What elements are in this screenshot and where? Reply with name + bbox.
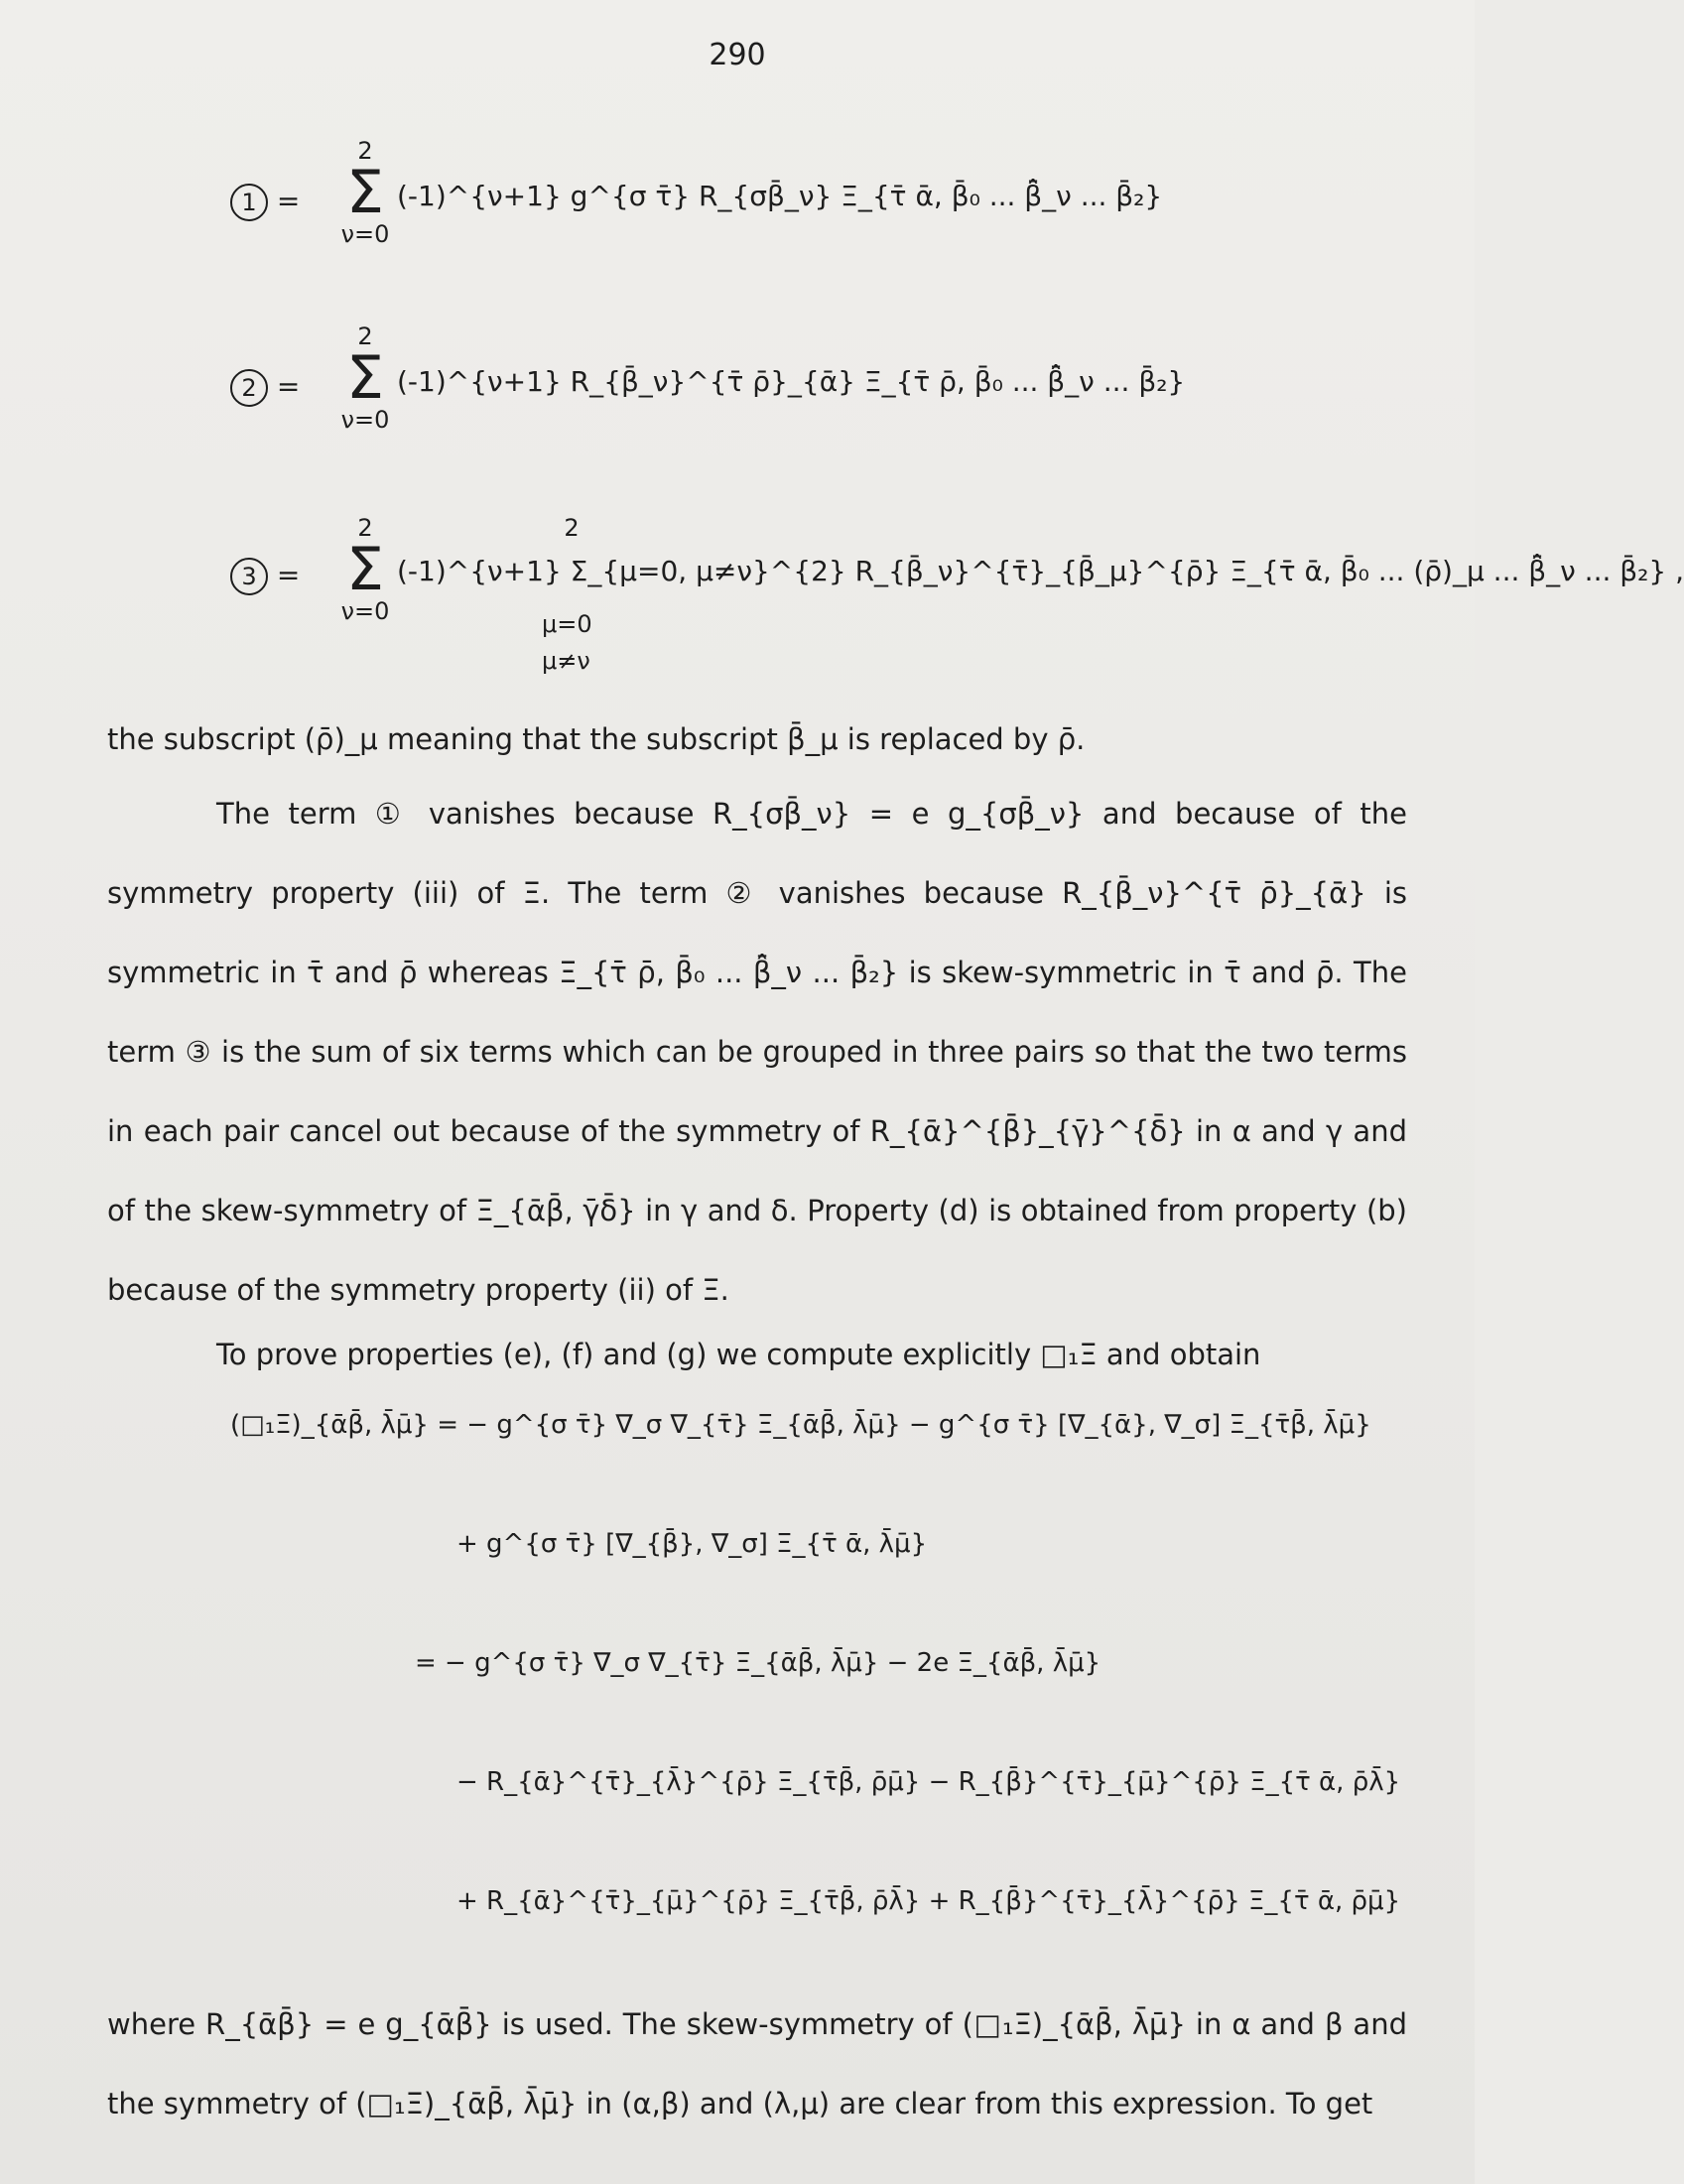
- paragraph-2: The term ① vanishes because R_{σβ̄_ν} = e g_{σβ̄_ν} and because of the symmetry property (iii) of Ξ. The term ② vanishes because R_{β̄_ν}^{τ̄ ρ̄}_{ᾱ} is symmetric in τ̄ and ρ̄ whereas Ξ_{τ̄ ρ̄, β̄₀ ... β̂̄_ν ... β̄₂} is skew-symmetric in τ̄ and ρ̄. The term ③ is the sum of six terms which can be grouped in three pairs so that the two terms in each pair cancel out because of the symmetry of R_{ᾱ}^{β̄}_{γ̄}^{δ̄} in α and γ and of the skew-symmetry of Ξ_{ᾱβ̄, γ̄δ̄} in γ and δ. Property (d) is obtained from property (b) because of the symmetry property (ii) of Ξ.: [107, 797, 1407, 1307]
- equation-2-label: 2 =: [230, 369, 300, 407]
- equation-3-label: 3 =: [230, 558, 300, 595]
- equation-3-body: (-1)^{ν+1} Σ_{μ=0, μ≠ν}^{2} R_{β̄_ν}^{τ̄}_{β̄_μ}^{ρ̄} Ξ_{τ̄ ᾱ, β̄₀ ... (ρ̄)_μ ... β̂̄_ν ... β̄₂} ,: [397, 555, 1684, 587]
- computation-line-3: = − g^{σ τ̄} ∇_σ ∇_{τ̄} Ξ_{ᾱβ̄, λ̄μ̄} − 2e Ξ_{ᾱβ̄, λ̄μ̄}: [415, 1648, 1101, 1678]
- page-number: 290: [709, 38, 766, 72]
- computation-line-4: − R_{ᾱ}^{τ̄}_{λ̄}^{ρ̄} Ξ_{τ̄β̄, ρ̄μ̄} − R_{β̄}^{τ̄}_{μ̄}^{ρ̄} Ξ_{τ̄ ᾱ, ρ̄λ̄}: [456, 1767, 1401, 1797]
- paragraph-4: where R_{ᾱβ̄} = e g_{ᾱβ̄} is used. The skew-symmetry of (□₁Ξ)_{ᾱβ̄, λ̄μ̄} in α and β and the symmetry of (□₁Ξ)_{ᾱβ̄, λ̄μ̄} in (α,β) and (λ,μ) are clear from this expression. To get: [107, 2007, 1407, 2120]
- computation-line-5: + R_{ᾱ}^{τ̄}_{μ̄}^{ρ̄} Ξ_{τ̄β̄, ρ̄λ̄} + R_{β̄}^{τ̄}_{λ̄}^{ρ̄} Ξ_{τ̄ ᾱ, ρ̄μ̄}: [456, 1886, 1401, 1916]
- equation-1-sum: 2 Σ ν=0: [340, 137, 390, 248]
- equation-1-body: (-1)^{ν+1} g^{σ τ̄} R_{σβ̄_ν} Ξ_{τ̄ ᾱ, β̄₀ ... β̂̄_ν ... β̄₂}: [397, 180, 1163, 212]
- paragraph-3: To prove properties (e), (f) and (g) we compute explicitly □₁Ξ and obtain: [216, 1338, 1261, 1371]
- computation-line-1: (□₁Ξ)_{ᾱβ̄, λ̄μ̄} = − g^{σ τ̄} ∇_σ ∇_{τ̄} Ξ_{ᾱβ̄, λ̄μ̄} − g^{σ τ̄} [∇_{ᾱ}, ∇_σ] Ξ_{τ̄β̄, λ̄μ̄}: [230, 1410, 1371, 1440]
- computation-line-2: + g^{σ τ̄} [∇_{β̄}, ∇_σ] Ξ_{τ̄ ᾱ, λ̄μ̄}: [456, 1529, 928, 1559]
- equation-3-inner-sum-cond: μ≠ν: [542, 647, 590, 675]
- equation-3-inner-sum: 2: [564, 514, 580, 542]
- equation-3-sum: 2 Σ ν=0: [340, 514, 390, 625]
- equation-2-sum: 2 Σ ν=0: [340, 322, 390, 434]
- paragraph-1: the subscript (ρ̄)_μ meaning that the subscript β̄_μ is replaced by ρ̄.: [107, 722, 1086, 756]
- equation-3-inner-sum-lower: μ=0: [542, 610, 592, 638]
- equation-2-body: (-1)^{ν+1} R_{β̄_ν}^{τ̄ ρ̄}_{ᾱ} Ξ_{τ̄ ρ̄, β̄₀ ... β̂̄_ν ... β̄₂}: [397, 365, 1186, 398]
- equation-1-label: 1 =: [230, 184, 300, 221]
